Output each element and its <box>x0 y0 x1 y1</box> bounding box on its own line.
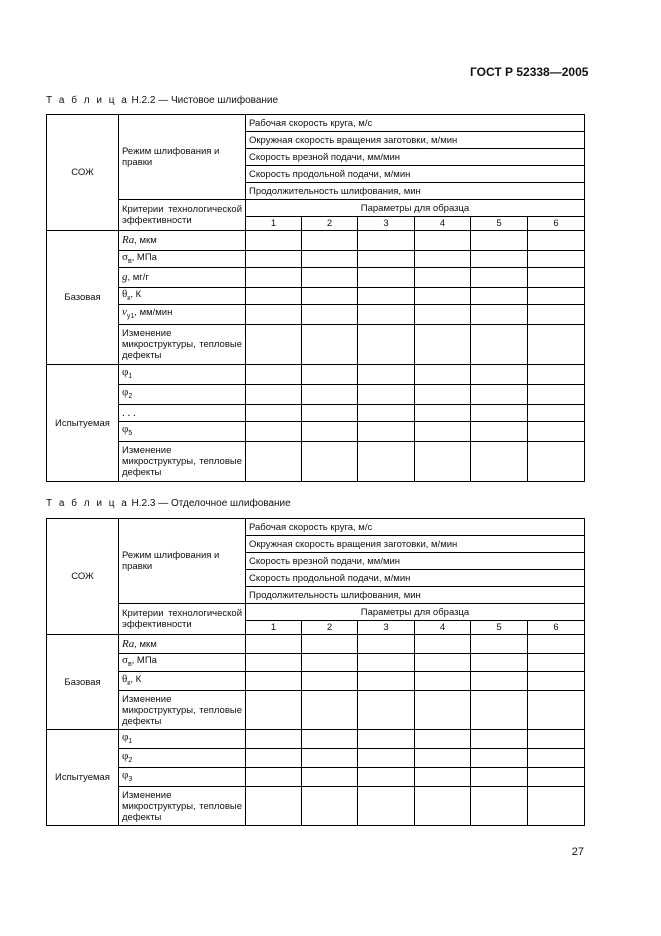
value-cell <box>471 305 528 325</box>
criterion-symbol: θ <box>122 287 128 300</box>
criterion-cell <box>119 231 246 251</box>
value-cell <box>302 672 358 691</box>
value-cell <box>302 405 358 422</box>
value-cell <box>415 305 471 325</box>
page-number: 27 <box>571 846 584 858</box>
value-cell <box>246 654 302 672</box>
criterion-symbol: φ <box>122 749 129 762</box>
value-cell <box>528 691 585 730</box>
value-cell <box>302 635 358 654</box>
table-row <box>47 251 585 268</box>
value-cell <box>358 268 415 288</box>
mode-param: Скорость продольной подачи, м/мин <box>246 166 585 183</box>
value-cell <box>471 672 528 691</box>
value-cell <box>358 787 415 826</box>
table-row <box>47 635 585 654</box>
value-cell <box>528 365 585 385</box>
value-cell <box>302 365 358 385</box>
table1-caption-text: Н.2.2 — Чистовое шлифование <box>128 95 279 106</box>
sample-number: 4 <box>415 217 471 231</box>
value-cell <box>246 768 302 787</box>
value-cell <box>246 442 302 482</box>
criterion-subscript: 1 <box>128 372 133 380</box>
test-label: Испытуемая <box>47 730 119 826</box>
value-cell <box>528 231 585 251</box>
criterion-cell <box>119 672 246 691</box>
mode-param: Скорость врезной подачи, мм/мин <box>246 553 585 570</box>
value-cell <box>358 365 415 385</box>
mode-param: Продолжительность шлифования, мин <box>246 587 585 604</box>
criterion-symbol: θ <box>122 672 128 685</box>
table1-caption <box>46 95 278 106</box>
value-cell <box>246 672 302 691</box>
criterion-cell <box>119 268 246 288</box>
mode-label: Режим шлифования и правки <box>119 519 246 604</box>
value-cell <box>415 251 471 268</box>
criterion-unit: , МПа <box>131 655 157 667</box>
criterion-symbol: v <box>122 306 127 319</box>
criterion-cell <box>119 422 246 442</box>
value-cell <box>358 422 415 442</box>
value-cell <box>471 691 528 730</box>
value-cell <box>358 691 415 730</box>
table2-caption-text: Н.2.3 — Отделочное шлифование <box>128 498 291 509</box>
table-row <box>47 730 585 749</box>
value-cell <box>302 268 358 288</box>
table-row <box>47 325 585 365</box>
value-cell <box>528 442 585 482</box>
criterion-subscript: y1 <box>126 312 135 320</box>
value-cell <box>528 730 585 749</box>
sample-number: 5 <box>471 217 528 231</box>
value-cell <box>415 730 471 749</box>
mode-param: Окружная скорость вращения заготовки, м/мин <box>246 536 585 553</box>
mode-label: Режим шлифования и правки <box>119 115 246 200</box>
table-row <box>47 305 585 325</box>
table-row <box>47 787 585 826</box>
table1-caption-prefix: Т а б л и ц а <box>46 95 129 106</box>
criterion-cell <box>119 749 246 768</box>
value-cell <box>471 231 528 251</box>
structure-label: Изменение микроструктуры, тепловые дефекты <box>119 691 246 730</box>
value-cell <box>528 288 585 305</box>
value-cell <box>415 365 471 385</box>
table-row <box>47 422 585 442</box>
criterion-cell <box>119 730 246 749</box>
value-cell <box>471 325 528 365</box>
value-cell <box>528 268 585 288</box>
criterion-cell <box>119 385 246 405</box>
value-cell <box>528 325 585 365</box>
structure-label: Изменение микроструктуры, тепловые дефекты <box>119 442 246 482</box>
document-number: ГОСТ Р 52338—2005 <box>470 65 589 79</box>
mode-param: Рабочая скорость круга, м/с <box>246 519 585 536</box>
criteria-label: Критерии технологической эффективности <box>119 604 246 635</box>
criterion-unit: , мкм <box>134 638 157 650</box>
sample-number: 6 <box>528 621 585 635</box>
table-row <box>47 749 585 768</box>
value-cell <box>415 268 471 288</box>
table-row <box>47 115 585 132</box>
value-cell <box>471 787 528 826</box>
value-cell <box>471 288 528 305</box>
criterion-cell <box>119 654 246 672</box>
value-cell <box>358 654 415 672</box>
value-cell <box>246 691 302 730</box>
criterion-cell <box>119 365 246 385</box>
table-row <box>47 231 585 251</box>
mode-param: Окружная скорость вращения заготовки, м/мин <box>246 132 585 149</box>
mode-param: Рабочая скорость круга, м/с <box>246 115 585 132</box>
criterion-cell <box>119 768 246 787</box>
value-cell <box>415 385 471 405</box>
value-cell <box>415 768 471 787</box>
value-cell <box>471 749 528 768</box>
value-cell <box>302 231 358 251</box>
table-row <box>47 604 585 621</box>
table2-caption-prefix: Т а б л и ц а <box>46 498 129 509</box>
test-label: Испытуемая <box>47 365 119 482</box>
value-cell <box>302 768 358 787</box>
table-row <box>47 200 585 217</box>
sample-number: 3 <box>358 217 415 231</box>
value-cell <box>471 730 528 749</box>
value-cell <box>246 635 302 654</box>
value-cell <box>415 635 471 654</box>
criterion-subscript: к <box>127 679 131 687</box>
table1-finish-grinding <box>46 114 585 482</box>
sample-number: 2 <box>302 217 358 231</box>
criterion-cell <box>119 635 246 654</box>
mode-param: Скорость продольной подачи, м/мин <box>246 570 585 587</box>
criterion-subscript: 2 <box>128 392 133 400</box>
value-cell <box>528 654 585 672</box>
params-label: Параметры для образца <box>246 604 585 621</box>
value-cell <box>302 691 358 730</box>
value-cell <box>358 442 415 482</box>
value-cell <box>246 422 302 442</box>
criterion-subscript: 3 <box>128 775 133 783</box>
value-cell <box>358 385 415 405</box>
criterion-unit: , мг/г <box>127 272 149 283</box>
value-cell <box>246 231 302 251</box>
value-cell <box>246 787 302 826</box>
value-cell <box>246 385 302 405</box>
value-cell <box>246 325 302 365</box>
value-cell <box>528 422 585 442</box>
criterion-symbol: Ra <box>122 234 135 246</box>
sample-number: 3 <box>358 621 415 635</box>
value-cell <box>415 288 471 305</box>
value-cell <box>415 325 471 365</box>
base-label: Базовая <box>47 231 119 365</box>
coolant-label: СОЖ <box>47 115 119 231</box>
table-row <box>47 385 585 405</box>
value-cell <box>302 288 358 305</box>
value-cell <box>471 251 528 268</box>
value-cell <box>302 730 358 749</box>
params-label: Параметры для образца <box>246 200 585 217</box>
table-row <box>47 365 585 385</box>
coolant-label: СОЖ <box>47 519 119 635</box>
criterion-symbol: φ <box>122 423 129 436</box>
criterion-subscript: в <box>127 257 132 265</box>
value-cell <box>246 749 302 768</box>
criterion-symbol: φ <box>122 768 129 781</box>
value-cell <box>246 365 302 385</box>
sample-number: 6 <box>528 217 585 231</box>
value-cell <box>471 654 528 672</box>
criteria-label: Критерии технологической эффективности <box>119 200 246 231</box>
table-row <box>47 288 585 305</box>
criterion-subscript: к <box>127 294 131 302</box>
value-cell <box>528 251 585 268</box>
value-cell <box>302 422 358 442</box>
criterion-cell <box>119 288 246 305</box>
sample-number: 1 <box>246 621 302 635</box>
table-row <box>47 768 585 787</box>
value-cell <box>302 251 358 268</box>
value-cell <box>471 405 528 422</box>
value-cell <box>415 405 471 422</box>
sample-number: 2 <box>302 621 358 635</box>
value-cell <box>246 251 302 268</box>
value-cell <box>415 749 471 768</box>
value-cell <box>528 768 585 787</box>
value-cell <box>358 251 415 268</box>
criterion-symbol: σ <box>122 250 128 263</box>
criterion-symbol: σ <box>122 654 128 667</box>
value-cell <box>302 305 358 325</box>
criterion-subscript: 2 <box>128 756 133 764</box>
value-cell <box>415 787 471 826</box>
sample-number: 4 <box>415 621 471 635</box>
value-cell <box>358 635 415 654</box>
value-cell <box>358 405 415 422</box>
criterion-symbol: g <box>122 271 128 283</box>
value-cell <box>471 385 528 405</box>
criterion-symbol: φ <box>122 386 129 399</box>
value-cell <box>358 672 415 691</box>
criterion-cell <box>119 305 246 325</box>
table-row <box>47 672 585 691</box>
value-cell <box>246 268 302 288</box>
value-cell <box>528 385 585 405</box>
value-cell <box>528 787 585 826</box>
value-cell <box>471 422 528 442</box>
mode-param: Продолжительность шлифования, мин <box>246 183 585 200</box>
value-cell <box>471 768 528 787</box>
mode-param: Скорость врезной подачи, мм/мин <box>246 149 585 166</box>
value-cell <box>302 442 358 482</box>
value-cell <box>358 325 415 365</box>
value-cell <box>302 749 358 768</box>
value-cell <box>415 231 471 251</box>
value-cell <box>358 749 415 768</box>
value-cell <box>358 730 415 749</box>
criterion-symbol: φ <box>122 366 129 379</box>
value-cell <box>471 365 528 385</box>
criterion-symbol: . . . <box>122 406 136 419</box>
value-cell <box>528 749 585 768</box>
criterion-cell <box>119 251 246 268</box>
value-cell <box>415 654 471 672</box>
criterion-subscript: 1 <box>128 737 133 745</box>
value-cell <box>302 654 358 672</box>
table-row <box>47 442 585 482</box>
value-cell <box>415 442 471 482</box>
criterion-unit: , К <box>130 673 142 685</box>
value-cell <box>528 405 585 422</box>
value-cell <box>471 268 528 288</box>
sample-number: 5 <box>471 621 528 635</box>
table2-caption <box>46 498 291 509</box>
value-cell <box>471 635 528 654</box>
value-cell <box>246 305 302 325</box>
table-row <box>47 519 585 536</box>
structure-label: Изменение микроструктуры, тепловые дефекты <box>119 325 246 365</box>
criterion-unit: , К <box>130 288 142 300</box>
value-cell <box>246 730 302 749</box>
value-cell <box>528 635 585 654</box>
criterion-cell <box>119 405 246 422</box>
criterion-unit: , мкм <box>134 235 157 246</box>
criterion-subscript: 5 <box>128 429 133 437</box>
value-cell <box>528 672 585 691</box>
value-cell <box>415 691 471 730</box>
value-cell <box>302 385 358 405</box>
base-label: Базовая <box>47 635 119 730</box>
table-row <box>47 691 585 730</box>
value-cell <box>302 787 358 826</box>
table-row <box>47 268 585 288</box>
criterion-symbol: φ <box>122 730 129 743</box>
table2-fine-grinding <box>46 518 585 826</box>
criterion-symbol: Ra <box>122 637 135 650</box>
value-cell <box>415 672 471 691</box>
value-cell <box>358 288 415 305</box>
value-cell <box>415 422 471 442</box>
value-cell <box>246 288 302 305</box>
value-cell <box>302 325 358 365</box>
sample-number: 1 <box>246 217 302 231</box>
criterion-subscript: в <box>127 660 132 668</box>
value-cell <box>246 405 302 422</box>
value-cell <box>358 231 415 251</box>
criterion-unit: , мм/мин <box>134 307 173 319</box>
structure-label: Изменение микроструктуры, тепловые дефекты <box>119 787 246 826</box>
table-row <box>47 654 585 672</box>
table-row <box>47 405 585 422</box>
value-cell <box>528 305 585 325</box>
criterion-unit: , МПа <box>131 251 157 263</box>
value-cell <box>471 442 528 482</box>
value-cell <box>358 305 415 325</box>
value-cell <box>358 768 415 787</box>
